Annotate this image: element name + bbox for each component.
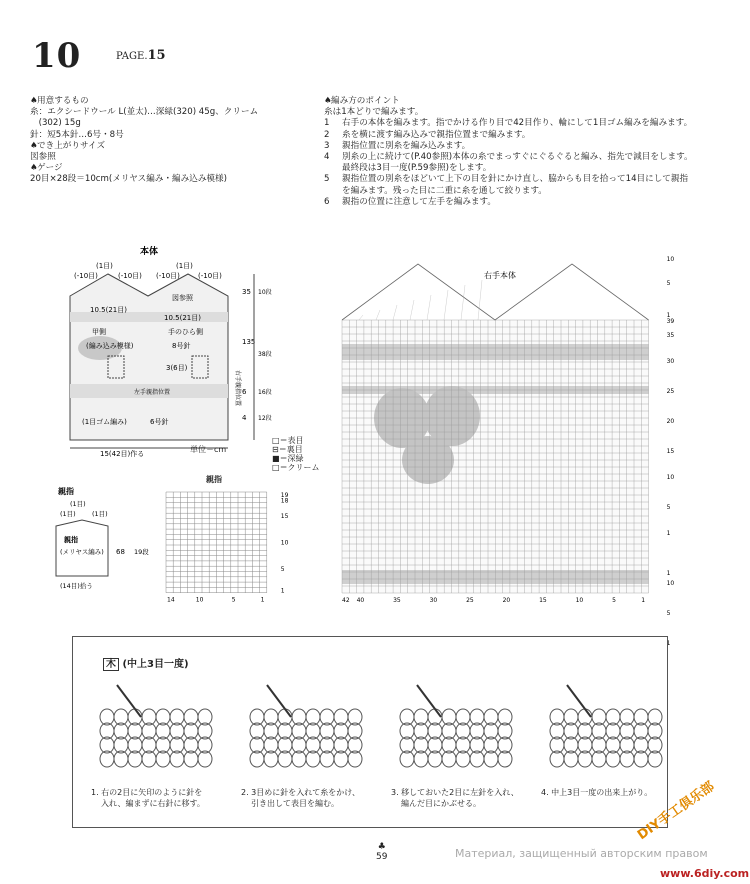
col-label: 5 [612, 597, 616, 604]
knitting-illustration [400, 685, 512, 767]
row-label: 15 [280, 513, 289, 521]
legend-item: □＝クリーム [272, 463, 320, 472]
svg-text:親指: 親指 [58, 487, 74, 496]
step-item: 4 別糸の上に続けて(P.40参照)本体の糸でまっすぐにぐるぐると編み、指先で減目をします。 [324, 152, 693, 163]
tree-icon: ♣ [377, 842, 386, 852]
legend-item: □＝表目 [272, 436, 304, 445]
row-label: 15 [666, 448, 675, 455]
row-label: 10 [666, 474, 675, 481]
technique-illustrations [87, 677, 657, 777]
col-label: 30 [429, 597, 438, 604]
site-watermark: www.6diy.com [660, 867, 750, 880]
svg-text:(1目): (1目) [96, 262, 113, 270]
col-label: 5 [231, 596, 236, 604]
svg-text:(1目ゴム編み): (1目ゴム編み) [82, 418, 127, 426]
svg-text:(編み込み模様): (編み込み模様) [86, 342, 134, 350]
knitting-illustration [550, 685, 662, 767]
svg-text:35: 35 [242, 288, 251, 296]
row-label: 30 [666, 358, 675, 365]
thumb-grid [166, 492, 267, 593]
logo-watermark: DIY手工俱乐部 [634, 779, 718, 844]
tree-icon: ♠ [30, 163, 38, 174]
svg-text:68: 68 [116, 548, 125, 556]
svg-text:(1目): (1目) [70, 500, 86, 508]
svg-text:6: 6 [242, 388, 247, 396]
body-diagram [60, 244, 280, 464]
svg-text:(1目): (1目) [176, 262, 193, 270]
row-label: 20 [666, 418, 675, 425]
col-label: 1 [641, 597, 646, 604]
pattern-number: 10 [32, 36, 82, 76]
svg-text:4: 4 [242, 414, 247, 422]
legend-item: ⊟＝裏目 [272, 445, 303, 454]
svg-text:左手親指位置: 左手親指位置 [134, 389, 171, 396]
svg-text:甲側: 甲側 [92, 328, 106, 336]
svg-text:親指: 親指 [64, 536, 78, 544]
svg-text:12段: 12段 [258, 415, 272, 422]
main-chart [336, 250, 696, 647]
unit-label: 単位＝cm [190, 445, 227, 454]
row-label: 1 [280, 587, 285, 595]
row-label: 10 [666, 580, 675, 587]
col-label: 40 [356, 597, 365, 604]
row-label: 5 [666, 280, 671, 287]
step-item: 6 親指の位置に注意して左手を編みます。 [324, 196, 497, 207]
col-label: 42 [342, 597, 350, 604]
thumb-diagram [46, 484, 166, 594]
page-label: PAGE.15 [116, 48, 166, 63]
row-label: 5 [666, 610, 671, 617]
col-label: 20 [502, 597, 511, 604]
legend [272, 436, 320, 472]
svg-text:(-10目): (-10目) [118, 272, 142, 280]
row-label: 25 [666, 388, 675, 395]
points-block: ♠編み方のポイント 糸は1本どりで編みます。 1 右手の本体を編みます。指でかける作り目で42目作り、輪にして1目ゴム編みを編みます。 2 糸を横に渡す編み込みで親指位置まで編みます。 3 親指位置に別糸を編み込みます。 4 別糸の上に続けて(P.40参照)本体の糸でまっすぐにぐるぐると編み、指先で減目をします。 最終段は3目一度(P.59参照)をします。 5 親指位置の別糸をほどいて上下の目を針にかけ直し、脇からも目を拾って14目にして親指 を編みます。残った目に二重に糸を通して絞ります。 6 親指の位置に注意して左手を編みます。 [324, 96, 693, 207]
main-grid [342, 264, 649, 593]
col-label: 25 [466, 597, 474, 604]
svg-text:10.5(21目): 10.5(21目) [164, 314, 201, 322]
step-item: 最終段は3目一度(P.59参照)をします。 [342, 163, 492, 174]
svg-text:(-10目): (-10目) [74, 272, 98, 280]
svg-text:(-10目): (-10目) [156, 272, 180, 280]
svg-text:8号針: 8号針 [172, 342, 191, 350]
technique-box [72, 636, 668, 828]
col-label: 15 [539, 597, 547, 604]
row-label: 1 [666, 312, 671, 319]
row-label: 19 [280, 492, 289, 499]
watermark: Материал, защищенный авторским правом [455, 847, 708, 860]
row-label: 1 [666, 570, 671, 577]
svg-text:手のひら側: 手のひら側 [168, 328, 203, 336]
row-label: 5 [666, 504, 671, 511]
svg-text:3(6目): 3(6目) [166, 364, 188, 372]
col-label: 14 [167, 596, 175, 604]
svg-text:(-10目): (-10目) [198, 272, 222, 280]
row-label: 1 [666, 640, 671, 647]
svg-text:38段: 38段 [258, 351, 272, 358]
svg-text:(メリヤス編み): (メリヤス編み) [60, 548, 104, 556]
tree-icon: ♠ [324, 96, 332, 106]
svg-text:15(42目)作る: 15(42目)作る [100, 450, 145, 458]
col-label: 10 [575, 597, 584, 604]
svg-text:右手親指位置: 右手親指位置 [234, 370, 241, 407]
step-item: 2 糸を横に渡す編み込みで親指位置まで編みます。 [324, 129, 531, 140]
row-label: 18 [280, 497, 289, 505]
col-label: 1 [260, 596, 265, 604]
svg-text:右手本体: 右手本体 [484, 271, 516, 280]
step-item: を編みます。残った目に二重に糸を通して絞ります。 [342, 185, 547, 196]
technique-title: 木 (中上3目一度) [103, 655, 189, 670]
knitting-illustration [100, 685, 212, 767]
svg-text:10.5(21目): 10.5(21目) [90, 306, 127, 314]
svg-text:(1目): (1目) [92, 510, 108, 518]
technique-step: 1. 右の2目に矢印のように針を 入れ、編まずに右針に移す。 [91, 788, 205, 808]
technique-step: 3. 移しておいた2目に左針を入れ、 編んだ目にかぶせる。 [391, 788, 519, 808]
row-label: 35 [666, 332, 675, 339]
row-label: 1 [666, 530, 671, 537]
technique-step: 4. 中上3目一度の出来上がり。 [541, 788, 653, 797]
svg-text:(14目)拾う: (14目)拾う [60, 582, 93, 590]
svg-text:10段: 10段 [258, 289, 272, 296]
row-label: 10 [280, 539, 289, 547]
svg-text:本体: 本体 [140, 247, 159, 257]
col-label: 10 [195, 596, 204, 604]
legend-item: ■＝深緑 [272, 454, 304, 463]
svg-text:図参照: 図参照 [172, 294, 193, 302]
svg-text:135: 135 [242, 338, 256, 346]
knitting-illustration [250, 685, 362, 767]
row-label: 5 [280, 566, 285, 574]
tree-icon: ♠ [30, 140, 38, 151]
svg-text:19段: 19段 [134, 548, 149, 556]
col-label: 35 [393, 597, 401, 604]
row-label: 10 [666, 256, 675, 263]
tree-icon: ♠ [30, 96, 38, 106]
svg-text:16段: 16段 [258, 389, 272, 396]
step-item: 3 親指位置に別糸を編み込みます。 [324, 140, 471, 151]
page-number: ♣ 59 [376, 842, 388, 862]
svg-text:6号針: 6号針 [150, 418, 169, 426]
row-label: 39 [666, 318, 675, 325]
technique-step: 2. 3目めに針を入れて糸をかけ、 引き出して表目を編む。 [241, 788, 360, 808]
step-item: 1 右手の本体を編みます。指でかける作り目で42目作り、輪にして1目ゴム編みを編みます。 [324, 118, 693, 129]
thumb-chart [160, 486, 300, 608]
decrease-symbol: 木 [103, 658, 119, 671]
step-item: 5 親指位置の別糸をほどいて上下の目を針にかけ直し、脇からも目を拾って14目にして親指 [324, 174, 689, 185]
svg-text:(1目): (1目) [60, 510, 76, 518]
thumb-chart-title: 親指 [206, 475, 222, 484]
materials-block: ♠用意するもの 糸：エクシードウール L(並太)…深緑(320) 45g、クリーム (302) 15g 針：短5本針…6号・8号 ♠でき上がりサイズ 図参照 ♠ゲージ 20目×28段＝10cm(メリヤス編み・編み込み模様) [30, 96, 259, 185]
